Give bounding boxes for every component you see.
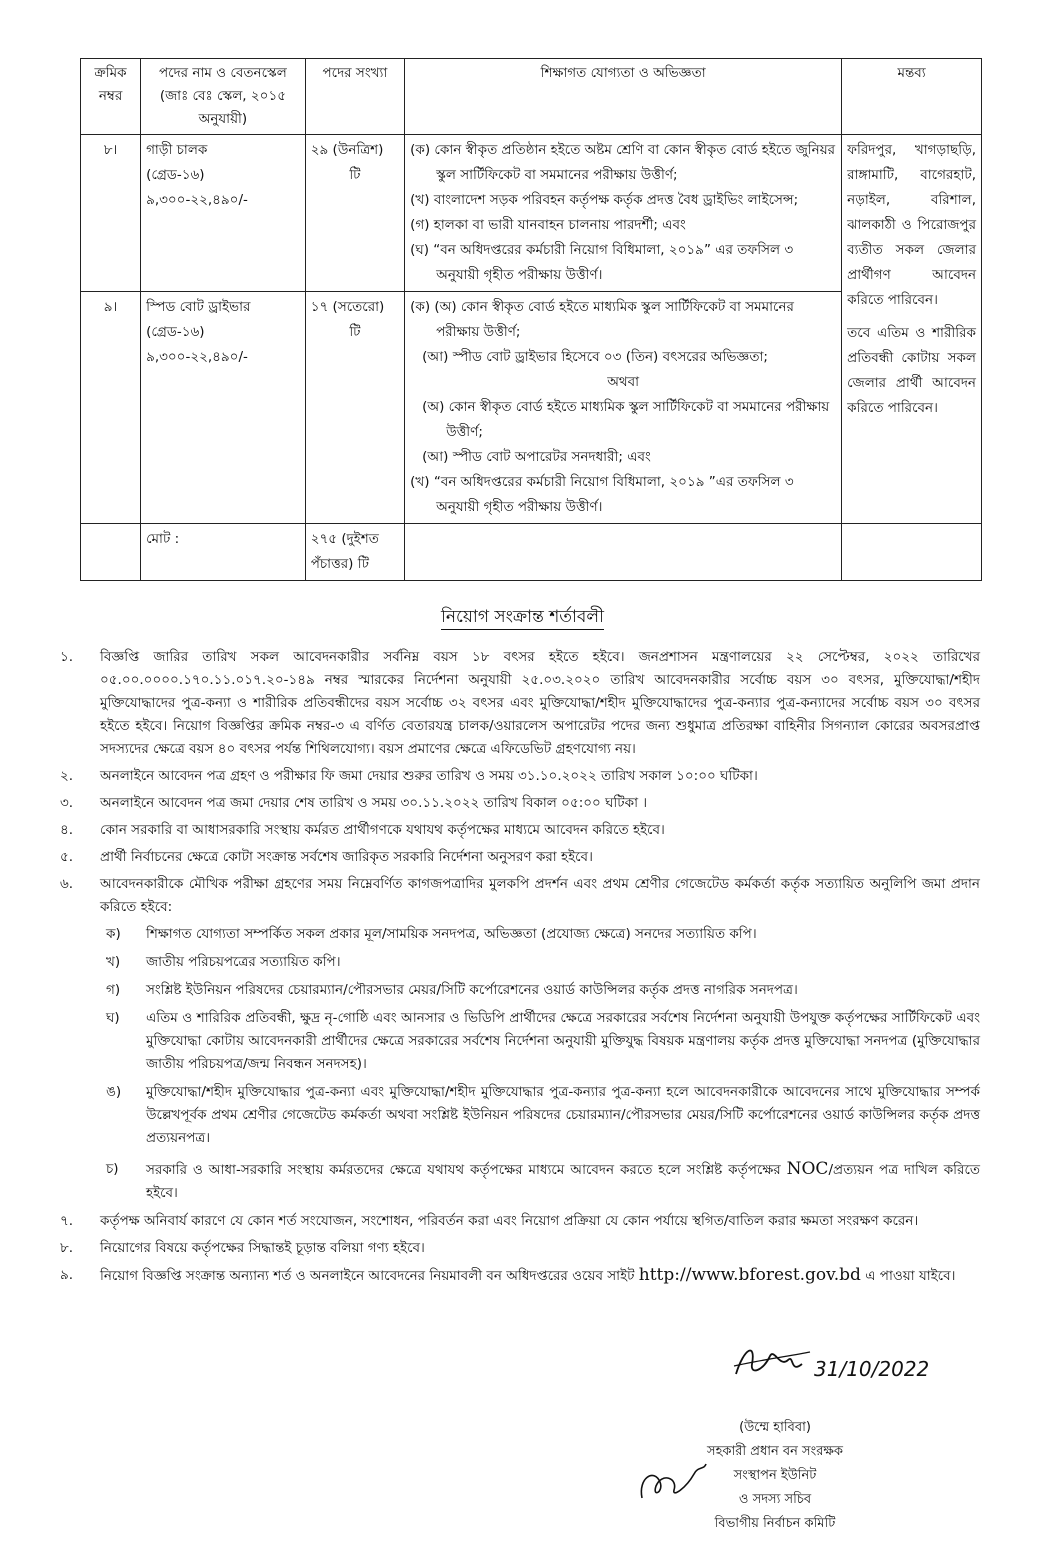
post-scale: ৯,৩০০-২২,৪৯০/-: [146, 192, 248, 208]
sub-condition-item: খ) জাতীয় পরিচয়পত্রের সত্যায়িত কপি।: [106, 954, 341, 970]
row-count: [305, 292, 404, 524]
initials-scrawl-icon: [634, 1458, 714, 1508]
signature-scrawl-icon: [730, 1330, 930, 1390]
qualification-item: (ক) কোন স্বীকৃত প্রতিষ্ঠান হইতে অষ্টম শ্রেণি বা কোন স্বীকৃত বোর্ড হইতে জুনিয়র স্কুল সার্টিফিকেট বা সমমানের পরীক্ষায় উত্তীর্ণ;: [410, 142, 836, 183]
signatory-role: ও সদস্য সচিব: [738, 1492, 812, 1507]
header-post-name: পদের নাম ও বেতনস্কেল (জাঃ বেঃ স্কেল, ২০১৫ অনুযায়ী): [141, 59, 306, 135]
conditions-list: [60, 646, 980, 1292]
noc-text: NOC: [786, 1159, 829, 1179]
signatory-designation: সহকারী প্রধান বন সংরক্ষক: [706, 1444, 844, 1459]
row-remarks: [842, 135, 982, 524]
condition-item: ৮. নিয়োগের বিষয়ে কর্তৃপক্ষের সিদ্ধান্তই চূড়ান্ত বলিয়া গণ্য হইবে।: [60, 1240, 425, 1256]
post-count: ১৭ (সতেরো): [310, 299, 385, 315]
total-empty-cell: [842, 524, 982, 581]
sub-condition-item: ঙ) মুক্তিযোদ্ধা/শহীদ মুক্তিযোদ্ধার পুত্র-কন্যা এবং মুক্তিযোদ্ধা/শহীদ মুক্তিযোদ্ধার পুত্র-কন্যার পুত্র-কন্যা হলে আবেদনকারীকে আবেদনের সাথে মুক্তিযোদ্ধার সম্পর্ক উল্লেখপূর্বক প্রথম শ্রেণীর গেজেটেড কর্মকর্তা অথবা সংশ্লিষ্ট ইউনিয়ন পরিষদের চেয়ারম্যান/পৌরসভার মেয়র/সিটি কর্পোরেশনের ওয়ার্ড কাউন্সিলর কর্তৃক প্রদত্ত প্রত্যয়নপত্র।: [106, 1084, 980, 1146]
qualification-item: (আ) স্পীড বোট অপারেটর সনদধারী; এবং: [422, 449, 651, 465]
qualification-item: (অ) কোন স্বীকৃত বোর্ড হইতে মাধ্যমিক স্কুল সার্টিফিকেট বা সমমানের পরীক্ষায় উত্তীর্ণ;: [422, 399, 830, 440]
qualification-item: (ঘ) “বন অধিদপ্তরের কর্মচারী নিয়োগ বিধিমালা, ২০১৯” এর তফসিল ৩ অনুযায়ী গৃহীত পরীক্ষায় উত্তীর্ণ।: [410, 242, 794, 283]
total-empty-cell: [405, 524, 842, 581]
condition-item: ৬. আবেদনকারীকে মৌখিক পরীক্ষা গ্রহণের সময় নিম্নেবর্ণিত কাগজপত্রাদির মুলকপি প্রদর্শন এবং প্রথম শ্রেণীর গেজেটেড কর্মকর্তা কর্তৃক সত্যায়িত অনুলিপি জমা প্রদান করিতে হইবে:: [60, 876, 980, 915]
row-serial: ৯।: [81, 292, 141, 524]
row-post-name: [141, 292, 306, 524]
row-count: [305, 135, 404, 292]
post-scale: ৯,৩০০-২২,৪৯০/-: [146, 349, 248, 365]
condition-item: ৫. প্রার্থী নির্বাচনের ক্ষেত্রে কোটা সংক্রান্ত সর্বশেষ জারিকৃত সরকারি নির্দেশনা অনুসরণ করা হইবে।: [60, 849, 593, 865]
post-count-unit: টি: [349, 167, 361, 183]
remarks-part1: ফরিদপুর, খাগড়াছড়ি, রাঙ্গামাটি, বাগেরহাট, নড়াইল, বরিশাল, ঝালকাঠী ও পিরোজপুর ব্যতীত সকল জেলার প্রার্থীগণ আবেদন করিতে পারিবেন।: [847, 142, 976, 308]
conditions-title: নিয়োগ সংক্রান্ত শর্তাবলী: [0, 604, 1045, 632]
post-count: ২৯ (উনত্রিশ): [310, 142, 384, 158]
table-header-row: [81, 59, 982, 135]
total-empty-cell: [81, 524, 141, 581]
header-serial: ক্রমিক নম্বর: [81, 59, 141, 135]
signatory-unit: সংস্থাপন ইউনিট: [733, 1468, 817, 1483]
total-count: ২৭৫ (দুইশত পঁচাত্তর) টি: [305, 524, 404, 581]
sub-condition-item: চ) সরকারি ও আধা-সরকারি সংস্থায় কর্মরতদের ক্ষেত্রে যথাযথ কর্তৃপক্ষের মাধ্যমে আবেদন করতে হলে সংশ্লিষ্ট কর্তৃপক্ষের NOC/প্রত্যয়ন পত্র দাখিল করিতে হইবে।: [106, 1159, 981, 1201]
signatory-name: (উম্মে হাবিবা): [739, 1420, 811, 1435]
post-name: স্পিড বোট ড্রাইভার: [146, 299, 251, 315]
post-grade: (গ্রেড-১৬): [146, 167, 205, 183]
qualification-item: (খ) “বন অধিদপ্তরের কর্মচারী নিয়োগ বিধিমালা, ২০১৯ ”এর তফসিল ৩ অনুযায়ী গৃহীত পরীক্ষায় উত্তীর্ণ।: [410, 474, 794, 515]
header-remarks: মন্তব্য: [842, 59, 982, 135]
condition-item: ১. বিজ্ঞপ্তি জারির তারিখ সকল আবেদনকারীর সর্বনিম্ন বয়স ১৮ বৎসর হইতে হইবে। জনপ্রশাসন মন্ত্রণালয়ের ২২ সেপ্টেম্বর, ২০২২ তারিখের ০৫.০০.০০০০.১৭০.১১.০১৭.২০-১৪৯ নম্বর স্মারকের নির্দেশনা অনুযায়ী ২৫.০৩.২০২০ তারিখ আবেদনকারীর সর্বোচ্চ বয়স ৩০ বৎসর, মুক্তিযোদ্ধা/শহীদ মুক্তিযোদ্ধাদের পুত্র-কন্যা ও শারীরিক প্রতিবন্ধীদের বয়স সর্বোচ্চ ৩২ বৎসর এবং মুক্তিযোদ্ধা/শহীদ মুক্তিযোদ্ধাদের পুত্র-কন্যার পুত্র-কন্যাদের সর্বোচ্চ বয়স ৩০ বৎসর হইতে হইবে। নিয়োগ বিজ্ঞপ্তির ক্রমিক নম্বর-৩ এ বর্ণিত বেতারযন্ত্র চালক/ওয়ারলেস অপারেটর পদের জন্য শুধুমাত্র প্রতিরক্ষা বাহিনীর সিগন্যাল কোরের অবসরপ্রাপ্ত সদস্যদের ক্ষেত্রে বয়স ৪০ বৎসর পর্যন্ত শিথিলযোগ্য। বয়স প্রমাণের ক্ষেত্রে এফিডেভিট গ্রহণযোগ্য নয়।: [60, 649, 980, 757]
row-qualification: [405, 135, 842, 292]
qualification-item: (গ) হালকা বা ভারী যানবাহন চালনায় পারদর্শী; এবং: [410, 217, 686, 233]
table-total-row: [81, 524, 982, 581]
header-qualification: শিক্ষাগত যোগ্যতা ও অভিজ্ঞতা: [405, 59, 842, 135]
posts-table: [80, 58, 982, 581]
qualification-or: অথবা: [607, 374, 640, 390]
row-post-name: [141, 135, 306, 292]
signatory-committee: বিভাগীয় নির্বাচন কমিটি: [714, 1516, 836, 1531]
sub-condition-item: ক) শিক্ষাগত যোগ্যতা সম্পর্কিত সকল প্রকার মূল/সাময়িক সনদপত্র, অভিজ্ঞতা (প্রযোজ্য ক্ষেত্রে) সনদের সত্যায়িত কপি।: [106, 926, 757, 942]
qualification-item: (আ) স্পীড বোট ড্রাইভার হিসেবে ০৩ (তিন) বৎসরের অভিজ্ঞতা;: [422, 349, 768, 365]
sub-condition-item: ঘ) এতিম ও শারিরিক প্রতিবন্ধী, ক্ষুদ্র নৃ-গোষ্ঠি এবং আনসার ও ভিডিপি প্রার্থীদের ক্ষেত্রে সরকারের সর্বশেষ নির্দেশনা অনুযায়ী উপযুক্ত কর্তৃপক্ষের সার্টিফিকেট এবং মুক্তিযোদ্ধা কোটায় আবেদনকারী প্রার্থীদের ক্ষেত্রে সরকারের সর্বশেষ নির্দেশনা অনুযায়ী মুক্তিযুদ্ধ বিষয়ক মন্ত্রণালয় কর্তৃক প্রদত্ত মুক্তিযোদ্ধা সনদপত্র (মুক্তিযোদ্ধার জাতীয় পরিচয়পত্র/জন্ম নিবন্ধন সনদসহ)।: [106, 1010, 980, 1072]
website-link[interactable]: http://www.bforest.gov.bd: [638, 1265, 861, 1285]
condition-item: ৭. কর্তৃপক্ষ অনিবার্য কারণে যে কোন শর্ত সংযোজন, সংশোধন, পরিবর্তন করা এবং নিয়োগ প্রক্রিয়া যে কোন পর্যায়ে স্থগিত/বাতিল করার ক্ষমতা সংরক্ষণ করেন।: [60, 1213, 919, 1229]
remarks-part2: তবে এতিম ও শারীরিক প্রতিবন্ধী কোটায় সকল জেলার প্রার্থী আবেদন করিতে পারিবেন।: [847, 325, 976, 416]
signature-date: 31/10/2022: [814, 1357, 930, 1381]
qualification-item: (খ) বাংলাদেশ সড়ক পরিবহন কর্তৃপক্ষ কর্তৃক প্রদত্ত বৈধ ড্রাইভিং লাইসেন্স;: [410, 192, 799, 208]
condition-item: ৪. কোন সরকারি বা আধাসরকারি সংস্থায় কর্মরত প্রার্থীগণকে যথাযথ কর্তৃপক্ষের মাধ্যমে আবেদন করিতে হইবে।: [60, 822, 665, 838]
post-count-unit: টি: [349, 324, 361, 340]
condition-item: ২. অনলাইনে আবেদন পত্র গ্রহণ ও পরীক্ষার ফি জমা দেয়ার শুরুর তারিখ ও সময় ৩১.১০.২০২২ তারিখ সকাল ১০:০০ ঘটিকা।: [60, 768, 758, 784]
header-count: পদের সংখ্যা: [305, 59, 404, 135]
condition-item: ৩. অনলাইনে আবেদন পত্র জমা দেয়ার শেষ তারিখ ও সময় ৩০.১১.২০২২ তারিখ বিকাল ০৫:০০ ঘটিকা ।: [60, 795, 648, 811]
sub-condition-item: গ) সংশ্লিষ্ট ইউনিয়ন পরিষদের চেয়ারম্যান/পৌরসভার মেয়র/সিটি কর্পোরেশনের ওয়ার্ড কাউন্সিলর কর্তৃক প্রদত্ত নাগরিক সনদপত্র।: [106, 982, 798, 998]
post-name: গাড়ী চালক: [146, 142, 208, 158]
row-qualification: [405, 292, 842, 524]
condition-item: ৯. নিয়োগ বিজ্ঞপ্তি সংক্রান্ত অন্যান্য শর্ত ও অনলাইনে আবেদনের নিয়মাবলী বন অধিদপ্তরের ওয়েব সাইট http://www.bforest.gov.bd এ পাওয়া যাইবে।: [60, 1265, 956, 1285]
total-label: মোট :: [141, 524, 306, 581]
table-row: [81, 135, 982, 292]
post-grade: (গ্রেড-১৬): [146, 324, 205, 340]
row-serial: ৮।: [81, 135, 141, 292]
qualification-item: (ক) (অ) কোন স্বীকৃত বোর্ড হইতে মাধ্যমিক স্কুল সার্টিফিকেট বা সমমানের পরীক্ষায় উত্তীর্ণ;: [410, 299, 794, 340]
